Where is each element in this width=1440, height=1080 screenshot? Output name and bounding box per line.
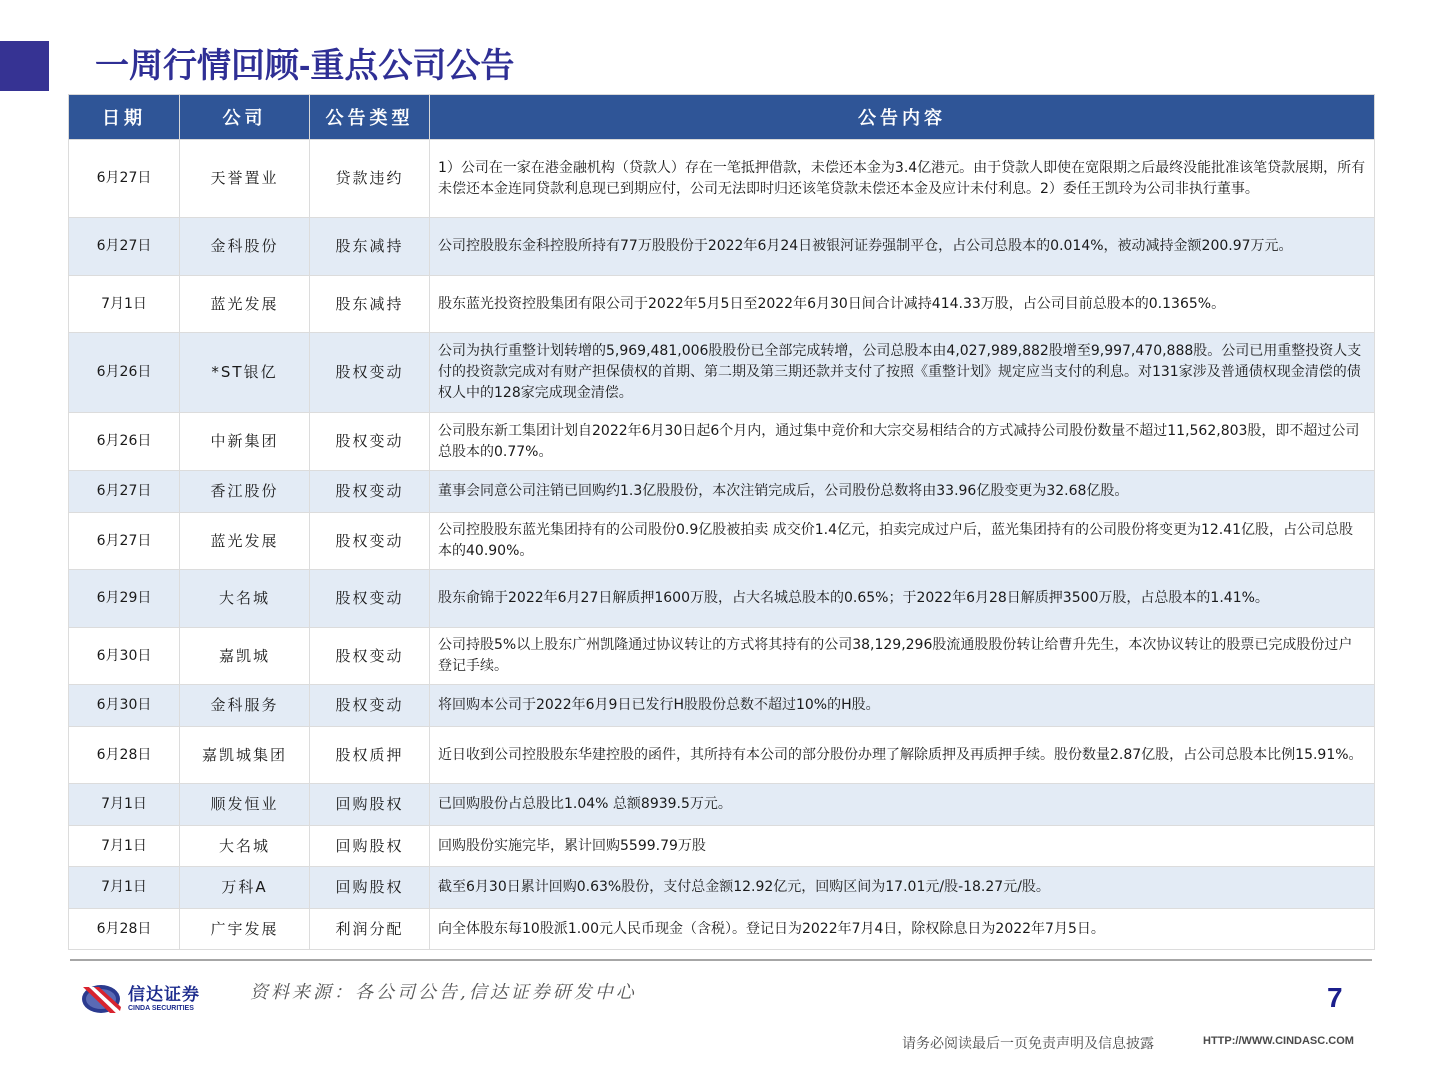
page-number: 7 xyxy=(1327,982,1343,1013)
cinda-logo-mark-icon xyxy=(80,983,122,1015)
cell-company: 万科A xyxy=(180,867,310,909)
cell-content: 公司股东新工集团计划自2022年6月30日起6个月内，通过集中竞价和大宗交易相结合的方式减持公司股份数量不超过11,562,803股，即不超过公司总股本的0.77%。 xyxy=(430,413,1375,471)
cell-type: 股权变动 xyxy=(310,471,430,513)
table-row xyxy=(69,276,1375,333)
cell-type: 贷款违约 xyxy=(310,140,430,218)
cell-type: 股东减持 xyxy=(310,276,430,333)
cell-date: 7月1日 xyxy=(69,867,180,909)
column-header-type: 公告类型 xyxy=(310,95,430,140)
cell-type: 股东减持 xyxy=(310,218,430,276)
cell-content: 向全体股东每10股派1.00元人民币现金（含税）。登记日为2022年7月4日，除权除息日为2022年7月5日。 xyxy=(430,909,1375,950)
table-row xyxy=(69,513,1375,570)
cell-type: 回购股权 xyxy=(310,784,430,826)
cell-content: 近日收到公司控股股东华建控股的函件，其所持有本公司的部分股份办理了解除质押及再质押手续。股份数量2.87亿股，占公司总股本比例15.91%。 xyxy=(430,727,1375,784)
cell-company: 广宇发展 xyxy=(180,909,310,950)
cell-company: 嘉凯城集团 xyxy=(180,727,310,784)
source-note: 资料来源：各公司公告,信达证券研发中心 xyxy=(250,982,637,1003)
page-title: 一周行情回顾-重点公司公告 xyxy=(95,47,515,85)
cell-date: 6月28日 xyxy=(69,909,180,950)
table-row xyxy=(69,867,1375,909)
table-row xyxy=(69,140,1375,218)
cell-type: 股权变动 xyxy=(310,413,430,471)
cell-date: 7月1日 xyxy=(69,784,180,826)
cell-content: 截至6月30日累计回购0.63%股份，支付总金额12.92亿元，回购区间为17.01元/股-18.27元/股。 xyxy=(430,867,1375,909)
cell-type: 股权变动 xyxy=(310,570,430,628)
cell-company: 金科服务 xyxy=(180,685,310,727)
cell-type: 回购股权 xyxy=(310,867,430,909)
cell-company: 中新集团 xyxy=(180,413,310,471)
column-header-company: 公司 xyxy=(180,95,310,140)
cell-company: 金科股份 xyxy=(180,218,310,276)
cell-content: 1）公司在一家在港金融机构（贷款人）存在一笔抵押借款，未偿还本金为3.4亿港元。由于贷款人即使在宽限期之后最终没能批准该笔贷款展期，所有未偿还本金连同贷款利息现已到期应付，公司无法即时归还该笔贷款未偿还本金及应计未付利息。2）委任王凯玲为公司非执行董事。 xyxy=(430,140,1375,218)
table-row xyxy=(69,909,1375,950)
cell-date: 6月27日 xyxy=(69,218,180,276)
table-row xyxy=(69,826,1375,867)
cell-date: 6月28日 xyxy=(69,727,180,784)
cell-type: 股权质押 xyxy=(310,727,430,784)
cell-content: 公司持股5%以上股东广州凯隆通过协议转让的方式将其持有的公司38,129,296股流通股股份转让给曹升先生，本次协议转让的股票已完成股份过户登记手续。 xyxy=(430,628,1375,685)
cinda-logo xyxy=(80,983,220,1015)
footer-divider xyxy=(70,959,1372,961)
table-row xyxy=(69,471,1375,513)
table-row xyxy=(69,218,1375,276)
cell-date: 6月29日 xyxy=(69,570,180,628)
cell-type: 股权变动 xyxy=(310,628,430,685)
cell-company: 蓝光发展 xyxy=(180,513,310,570)
column-header-content: 公告内容 xyxy=(430,95,1375,140)
cell-content: 股东俞锦于2022年6月27日解质押1600万股，占大名城总股本的0.65%；于2022年6月28日解质押3500万股，占总股本的1.41%。 xyxy=(430,570,1375,628)
cell-company: 香江股份 xyxy=(180,471,310,513)
cell-date: 6月30日 xyxy=(69,685,180,727)
cell-content: 公司为执行重整计划转增的5,969,481,006股股份已全部完成转增，公司总股本由4,027,989,882股增至9,997,470,888股。公司已用重整投资人支付的投资款完成对有财产担保债权的首期、第二期及第三期还款并支付了按照《重整计划》规定应当支付的利息。对131家涉及普通债权现金清偿的债权人中的128家完成现金清偿。 xyxy=(430,333,1375,413)
cell-content: 回购股份实施完毕，累计回购5599.79万股 xyxy=(430,826,1375,867)
cell-content: 已回购股份占总股比1.04% 总额8939.5万元。 xyxy=(430,784,1375,826)
cell-date: 6月27日 xyxy=(69,140,180,218)
logo-chinese-name: 信达证券 xyxy=(128,984,200,1005)
cell-company: 顺发恒业 xyxy=(180,784,310,826)
cell-content: 董事会同意公司注销已回购约1.3亿股股份，本次注销完成后，公司股份总数将由33.96亿股变更为32.68亿股。 xyxy=(430,471,1375,513)
table-row xyxy=(69,413,1375,471)
cell-date: 6月30日 xyxy=(69,628,180,685)
cell-date: 6月27日 xyxy=(69,513,180,570)
cell-date: 7月1日 xyxy=(69,826,180,867)
cell-type: 股权变动 xyxy=(310,685,430,727)
cell-company: *ST银亿 xyxy=(180,333,310,413)
cell-content: 股东蓝光投资控股集团有限公司于2022年5月5日至2022年6月30日间合计减持414.33万股，占公司目前总股本的0.1365%。 xyxy=(430,276,1375,333)
cell-date: 6月26日 xyxy=(69,413,180,471)
cell-type: 回购股权 xyxy=(310,826,430,867)
cell-date: 6月27日 xyxy=(69,471,180,513)
cell-date: 7月1日 xyxy=(69,276,180,333)
cell-type: 股权变动 xyxy=(310,333,430,413)
cell-type: 股权变动 xyxy=(310,513,430,570)
title-accent-block xyxy=(0,41,49,91)
table-row xyxy=(69,685,1375,727)
cell-company: 天誉置业 xyxy=(180,140,310,218)
disclaimer-text: 请务必阅读最后一页免责声明及信息披露 xyxy=(902,1036,1154,1052)
table-row xyxy=(69,570,1375,628)
table-row xyxy=(69,784,1375,826)
cell-company: 大名城 xyxy=(180,570,310,628)
cell-content: 将回购本公司于2022年6月9日已发行H股股份总数不超过10%的H股。 xyxy=(430,685,1375,727)
cell-content: 公司控股股东金科控股所持有77万股股份于2022年6月24日被银河证券强制平仓，占公司总股本的0.014%，被动减持金额200.97万元。 xyxy=(430,218,1375,276)
cell-company: 嘉凯城 xyxy=(180,628,310,685)
cell-company: 大名城 xyxy=(180,826,310,867)
cell-company: 蓝光发展 xyxy=(180,276,310,333)
cell-type: 利润分配 xyxy=(310,909,430,950)
website-link[interactable]: HTTP://WWW.CINDASC.COM xyxy=(1203,1035,1354,1047)
column-header-date: 日期 xyxy=(69,95,180,140)
table-row xyxy=(69,628,1375,685)
table-row xyxy=(69,333,1375,413)
logo-english-name: CINDA SECURITIES xyxy=(128,1004,194,1012)
cell-date: 6月26日 xyxy=(69,333,180,413)
table-header-row xyxy=(69,95,1375,140)
announcements-table xyxy=(68,94,1375,950)
table-row xyxy=(69,727,1375,784)
cell-content: 公司控股股东蓝光集团持有的公司股份0.9亿股被拍卖 成交价1.4亿元，拍卖完成过户后，蓝光集团持有的公司股份将变更为12.41亿股，占公司总股本的40.90%。 xyxy=(430,513,1375,570)
